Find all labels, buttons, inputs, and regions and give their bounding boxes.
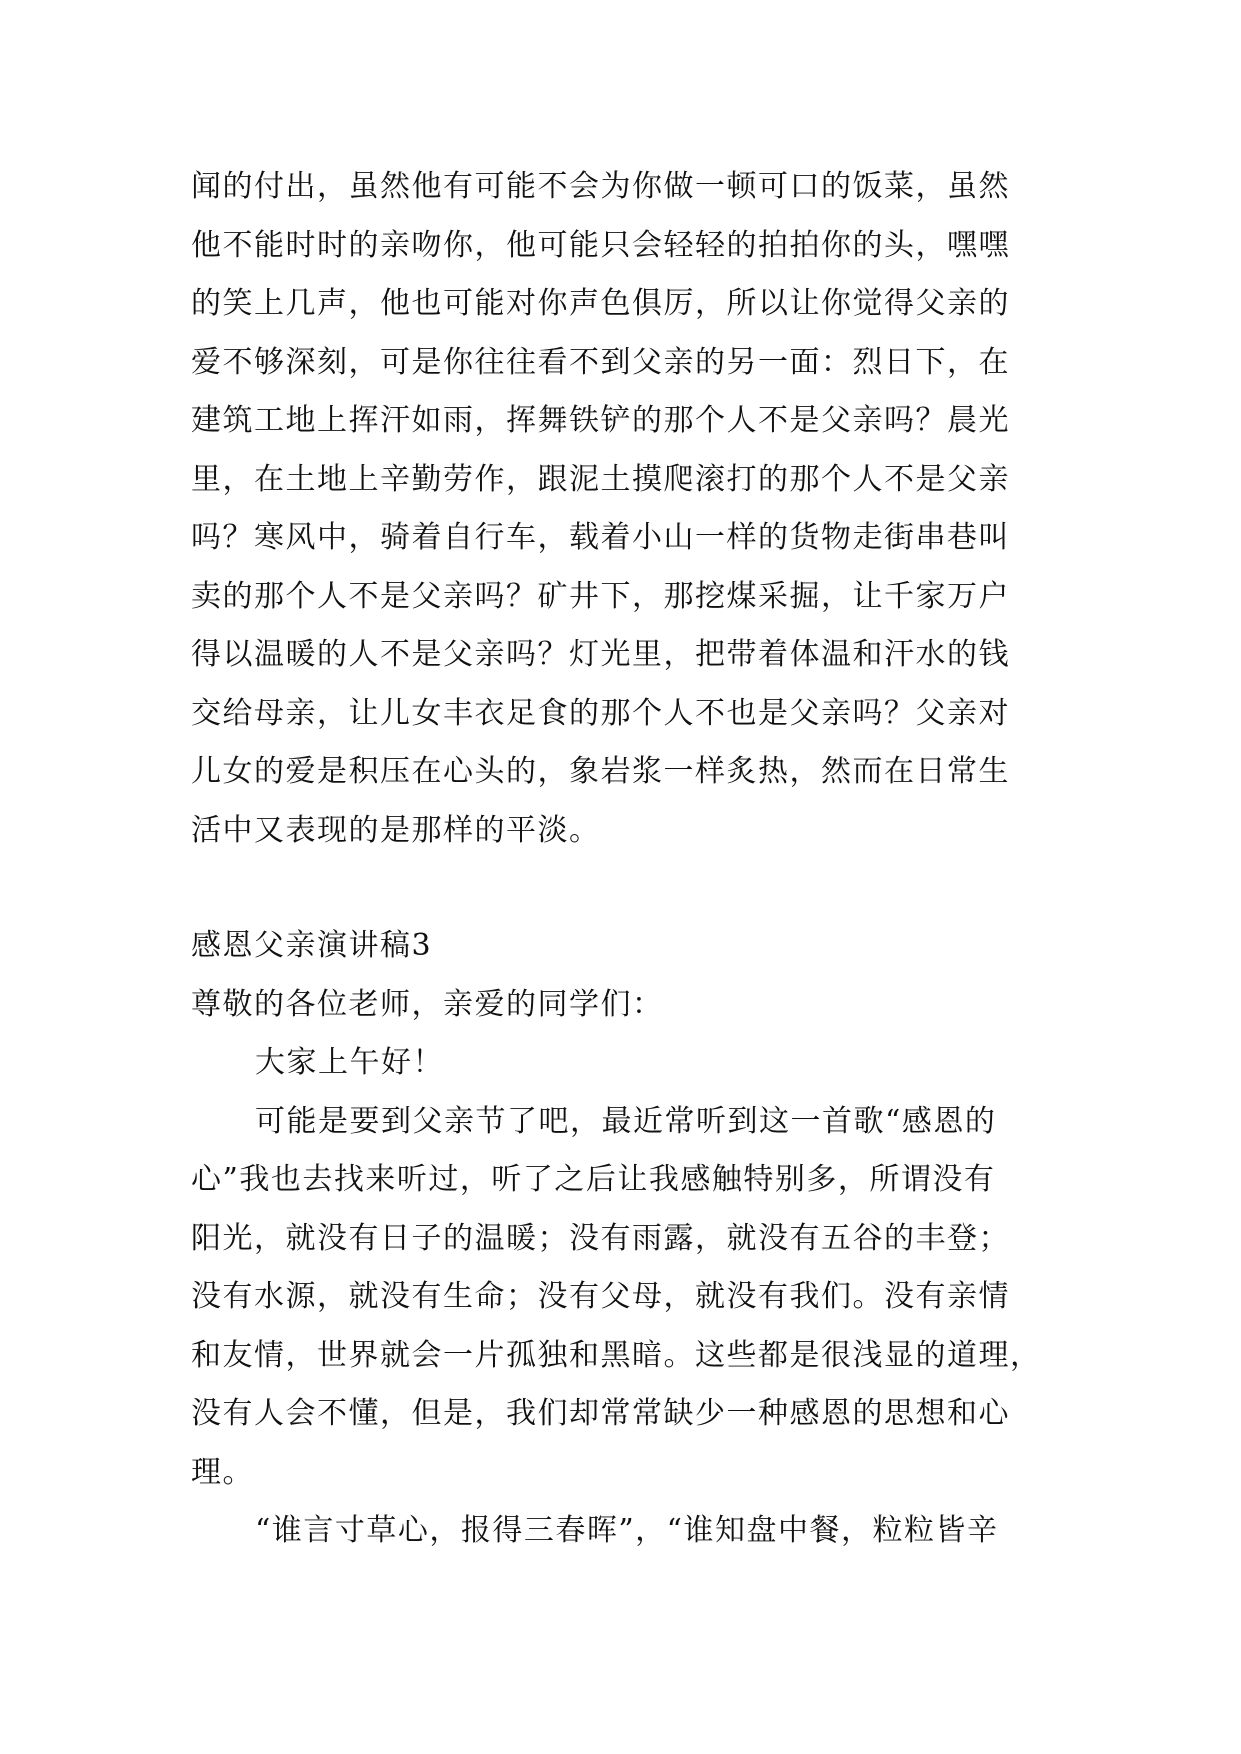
paragraph-line: 和友情，世界就会一片孤独和黑暗。这些都是很浅显的道理，	[191, 1337, 1042, 1373]
paragraph-line: 闻的付出，虽然他有可能不会为你做一顿可口的饭菜，虽然	[191, 169, 1010, 204]
paragraph-line: 心”我也去找来听过，听了之后让我感触特别多，所谓没有	[191, 1162, 996, 1197]
paragraph-line: 吗？寒风中，骑着自行车，载着小山一样的货物走街串巷叫	[191, 520, 1010, 555]
paragraph-line: 可能是要到父亲节了吧，最近常听到这一首歌“感恩的	[255, 1103, 997, 1139]
paragraph-line: 儿女的爱是积压在心头的，象岩浆一样炙热，然而在日常生	[191, 754, 1010, 789]
paragraph-line: 活中又表现的是那样的平淡。	[191, 812, 601, 848]
paragraph-line: 阳光，就没有日子的温暖；没有雨露，就没有五谷的丰登；	[191, 1220, 1010, 1256]
paragraph-line: 得以温暖的人不是父亲吗？灯光里，把带着体温和汗水的钱	[191, 637, 1010, 672]
paragraph-line: 爱不够深刻，可是你往往看不到父亲的另一面：烈日下，在	[191, 344, 1010, 380]
paragraph-line: 没有人会不懂，但是，我们却常常缺少一种感恩的思想和心	[191, 1396, 1010, 1431]
paragraph-line: 建筑工地上挥汗如雨，挥舞铁铲的那个人不是父亲吗？晨光	[191, 403, 1010, 438]
speech-section-3	[191, 917, 1051, 1561]
salutation: 尊敬的各位老师，亲爱的同学们：	[191, 986, 664, 1022]
paragraph-line: 交给母亲，让儿女丰衣足食的那个人不也是父亲吗？父亲对	[191, 695, 1010, 731]
paragraph-line: “谁言寸草心，报得三春晖”，“谁知盘中餐，粒粒皆辛	[255, 1513, 999, 1548]
paragraph-line: 的笑上几声，他也可能对你声色俱厉，所以让你觉得父亲的	[191, 286, 1010, 321]
paragraph-father-love	[191, 158, 1051, 860]
paragraph-line: 里，在土地上辛勤劳作，跟泥土摸爬滚打的那个人不是父亲	[191, 461, 1010, 497]
paragraph-line: 理。	[191, 1454, 254, 1490]
paragraph-line: 他不能时时的亲吻你，他可能只会轻轻的拍拍你的头，嘿嘿	[191, 227, 1010, 263]
paragraph-line: 没有水源，就没有生命；没有父母，就没有我们。没有亲情	[191, 1279, 1010, 1314]
greeting: 大家上午好！	[255, 1045, 444, 1080]
paragraph-line: 卖的那个人不是父亲吗？矿井下，那挖煤采掘，让千家万户	[191, 578, 1010, 614]
section-title: 感恩父亲演讲稿3	[191, 928, 433, 963]
